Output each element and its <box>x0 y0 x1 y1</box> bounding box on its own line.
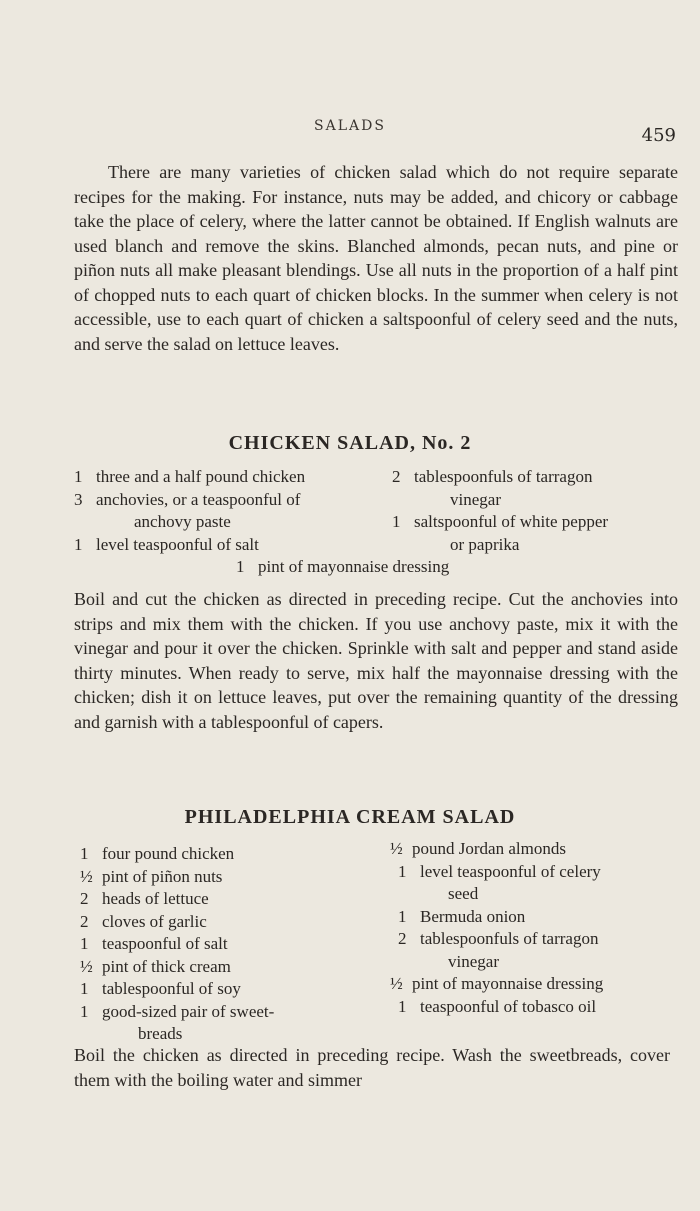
ingredient-line: anchovy paste <box>134 512 231 531</box>
ingredient-line: 1 saltspoonful of white pepper <box>392 512 609 531</box>
ingredient-line: vinegar <box>450 489 501 509</box>
ingredients-left-column <box>74 466 305 556</box>
ingredient-line: 1 teaspoonful of tobasco oil <box>398 996 597 1016</box>
ingredient-centered-line: 1 pint of mayonnaise dressing <box>236 557 450 576</box>
recipe-title-chicken-salad-2: CHICKEN SALAD, No. 2 <box>228 432 472 454</box>
method-paragraph-philadelphia-cream-salad: Boil the chicken as directed in preceding recipe. Wash the sweetbreads, cover them with the boiling water and simmer <box>74 1045 670 1090</box>
ingredient-line: ½ pint of piñon nuts <box>80 866 223 886</box>
ingredient-line: vinegar <box>448 951 499 971</box>
ingredient-line: 1 tablespoonful of soy <box>80 979 241 998</box>
ingredient-line: ½ pint of mayonnaise dressing <box>390 974 604 993</box>
ingredient-line: 2 tablespoonfuls of tarragon <box>392 467 593 486</box>
ingredient-line: 1 level teaspoonful of celery <box>398 861 601 881</box>
ingredient-line: 1 level teaspoonful of salt <box>74 534 259 554</box>
ingredient-line: 1 three and a half pound chicken <box>74 467 306 486</box>
ingredient-line: 1 good-sized pair of sweet- <box>80 1001 275 1021</box>
ingredients-right-column <box>392 466 608 556</box>
method-paragraph-chicken-salad: Boil and cut the chicken as directed in preceding recipe. Cut the anchovies into strips and mix them with the chicken. If you use anchovy paste, mix it with the vinegar and pour it over the chicken. Sprinkle with salt and pepper and stand aside thirty minutes. When ready to serve, mix half the mayonnaise dressing with the chicken; dish it on lettuce leaves, put over the remaining quantity of the dressing and garnish with a tablespoonful of capers. <box>74 589 678 732</box>
ingredient-line: 2 cloves of garlic <box>80 911 207 931</box>
page-number: 459 <box>641 125 676 146</box>
ingredient-line: ½ pound Jordan almonds <box>390 839 566 858</box>
ingredient-line: 1 teaspoonful of salt <box>80 934 228 953</box>
ingredient-line: or paprika <box>450 534 520 554</box>
ingredient-line: 1 Bermuda onion <box>398 906 526 926</box>
running-head: SALADS <box>314 118 386 134</box>
ingredient-line: 3 anchovies, or a teaspoonful of <box>74 489 301 509</box>
ingredient-line: seed <box>448 884 479 903</box>
ingredient-line: breads <box>138 1024 183 1043</box>
ingredient-line: 1 four pound chicken <box>80 844 235 863</box>
ingredient-line: 2 heads of lettuce <box>80 889 209 908</box>
ingredients-left-column <box>80 843 274 1046</box>
intro-paragraph: There are many varieties of chicken salad which do not require separate recipes for the making. For instance, nuts may be added, and chicory or cabbage take the place of celery, where the latter cannot be obtained. If English walnuts are used blanch and remove the skins. Blanched almonds, pecan nuts, and pine or piñon nuts all make pleasant blendings. Use all nuts in the proportion of a half pint of chopped nuts to each quart of chicken blocks. In the summer when celery is not accessible, use to each quart of chicken a saltspoonful of celery seed and the nuts, and serve the salad on lettuce leaves. <box>74 162 678 354</box>
ingredients-right-column <box>390 838 603 1018</box>
ingredient-line: ½ pint of thick cream <box>80 956 231 976</box>
ingredient-line: 2 tablespoonfuls of tarragon <box>398 929 599 948</box>
recipe-title-philadelphia-cream-salad: PHILADELPHIA CREAM SALAD <box>184 806 516 828</box>
